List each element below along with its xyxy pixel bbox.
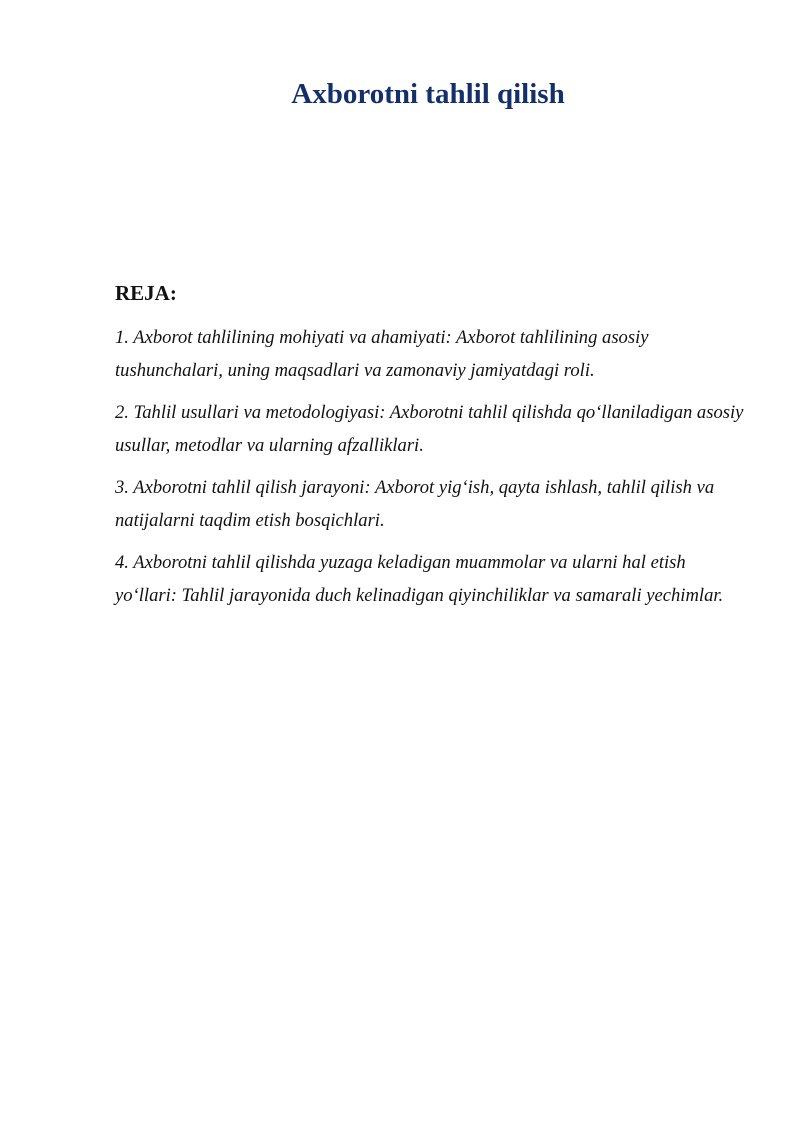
plan-item-2: 2. Tahlil usullari va metodologiyasi: Axborotni tahlil qilishda qo‘llaniladigan asosiy usullar, metodlar va ularning afzalliklari. bbox=[115, 402, 744, 456]
plan-item-4: 4. Axborotni tahlil qilishda yuzaga keladigan muammolar va ularni hal etish yo‘llari: Tahlil jarayonida duch kelinadigan qiyinchiliklar va samarali yechimlar. bbox=[115, 552, 724, 606]
plan-item-3: 3. Axborotni tahlil qilish jarayoni: Axborot yig‘ish, qayta ishlash, tahlil qilish va natijalarni taqdim etish bosqichlari. bbox=[115, 477, 715, 531]
plan-list bbox=[115, 322, 745, 622]
plan-heading: REJA: bbox=[115, 281, 177, 305]
plan-item-1: 1. Axborot tahlilining mohiyati va ahamiyati: Axborot tahlilining asosiy tushunchalari, uning maqsadlari va zamonaviy jamiyatdagi roli. bbox=[115, 327, 649, 381]
page-title: Axborotni tahlil qilish bbox=[291, 78, 565, 110]
